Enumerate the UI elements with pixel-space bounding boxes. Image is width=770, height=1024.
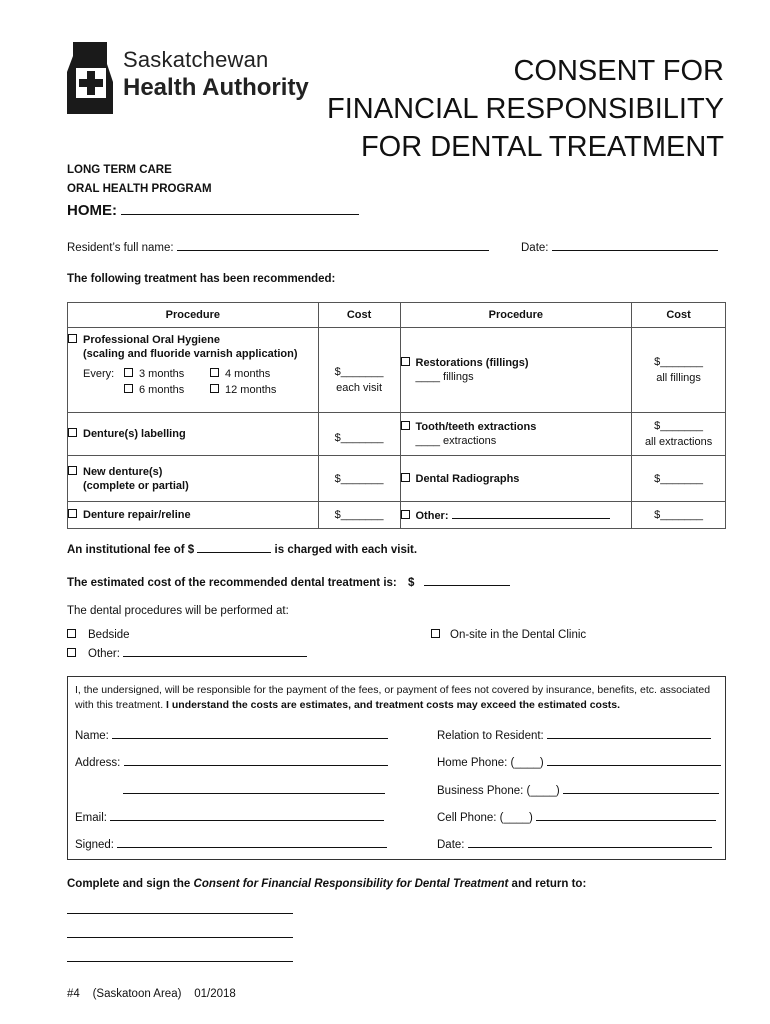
consent-text-part2: I understand the costs are estimates, and treatment costs may exceed the estimated costs. [166,699,621,711]
address-input-line1[interactable] [124,755,388,766]
resident-date-label: Date: [521,242,549,254]
extractions-cost[interactable]: $_______ [654,420,704,432]
other-procedure-checkbox[interactable] [401,510,410,519]
title-line3: FOR DENTAL TREATMENT [360,131,724,163]
restorations-sub: ____ fillings [415,371,474,383]
guarantor-name-field [75,728,388,742]
other-location-input[interactable] [123,646,307,657]
labelling-cost[interactable]: $_______ [318,413,400,456]
signed-field [75,837,387,851]
freq-3-months-checkbox[interactable] [124,368,133,377]
bedside-option[interactable] [67,629,130,641]
return-address-line1[interactable] [67,903,293,914]
return-address-line2[interactable] [67,927,293,938]
radiographs-title: Dental Radiographs [415,472,520,485]
extractions-cost-note: all extractions [644,436,713,448]
consent-text [75,683,720,713]
every-label: Every: [83,368,115,380]
email-field [75,810,384,824]
extractions-title: Tooth/teeth extractions [415,421,537,433]
freq-6-months: 6 months [139,384,185,396]
repair-title: Denture repair/reline [83,509,191,521]
hygiene-cost-note: each visit [336,382,382,394]
restorations-checkbox[interactable] [401,357,410,366]
home-phone-input[interactable] [547,755,721,766]
labelling-title: Denture(s) labelling [83,428,186,440]
resident-date-input[interactable] [552,240,718,251]
business-phone-input[interactable] [563,783,719,794]
bedside-checkbox[interactable] [67,629,76,638]
restorations-cost[interactable]: $_______ [654,356,704,368]
freq-6-months-checkbox[interactable] [124,384,133,393]
home-input-line[interactable] [121,204,359,215]
restorations-title: Restorations (fillings) [415,357,529,369]
return-prefix: Complete and sign the [67,878,191,890]
consent-date-label: Date: [437,839,465,851]
header-procedure-left: Procedure [68,303,319,328]
estimated-cost-label: The estimated cost of the recommended dental treatment is: [67,577,397,589]
other-location-checkbox[interactable] [67,648,76,657]
signed-input[interactable] [117,837,387,848]
freq-4-months: 4 months [225,368,271,380]
saskatchewan-logo-icon [67,42,113,114]
business-phone-label: Business Phone: (____) [437,785,560,797]
extractions-cost-cell [632,413,726,456]
home-label: HOME: [67,202,117,219]
business-phone-field [437,783,719,797]
title-line2: FINANCIAL RESPONSIBILITY [327,93,724,125]
cell-phone-input[interactable] [536,810,716,821]
estimated-cost-input[interactable] [424,575,510,586]
consent-date-field [437,837,712,851]
other-procedure-input[interactable] [452,509,610,519]
other-location-label: Other: [88,648,120,660]
onsite-checkbox[interactable] [431,629,440,638]
resident-name-field [67,240,489,254]
header-cost-left: Cost [318,303,400,328]
relation-input[interactable] [547,728,711,739]
guarantor-name-label: Name: [75,730,109,742]
restorations-cost-note: all fillings [656,372,701,384]
home-field [67,202,359,219]
new-denture-checkbox[interactable] [68,466,77,475]
document-title [327,52,724,166]
address-label: Address: [75,757,121,769]
extractions-checkbox[interactable] [401,421,410,430]
repair-cell [68,502,319,529]
signed-label: Signed: [75,839,115,851]
freq-4-months-checkbox[interactable] [210,368,219,377]
table-row [68,328,726,413]
home-phone-field [437,755,721,769]
consent-date-input[interactable] [468,837,712,848]
institutional-fee-input[interactable] [197,542,271,553]
cell-phone-field [437,810,716,824]
other-location-option[interactable] [67,646,307,660]
org-name-line2: Health Authority [123,74,309,101]
consent-box [67,676,726,860]
hygiene-sub: (scaling and fluoride varnish application) [83,348,298,360]
freq-12-months: 12 months [225,384,277,396]
institutional-fee-line [67,542,417,556]
table-row [68,413,726,456]
address-line2-field [123,783,385,797]
freq-3-months: 3 months [139,368,185,380]
restorations-cell [400,328,632,413]
program-line2: ORAL HEALTH PROGRAM [67,183,212,195]
resident-name-input[interactable] [177,240,489,251]
home-phone-label: Home Phone: (____) [437,757,544,769]
onsite-label: On-site in the Dental Clinic [450,629,587,641]
title-line1: CONSENT FOR [513,55,724,87]
extractions-sub: ____ extractions [415,435,497,447]
return-suffix: and return to: [511,878,587,890]
estimated-cost-line [67,575,510,589]
radiographs-cell [400,456,632,502]
new-denture-sub: (complete or partial) [83,479,189,492]
repair-cost[interactable]: $_______ [318,502,400,529]
relation-field [437,728,711,742]
procedure-table [67,302,726,529]
recommended-label: The following treatment has been recommended: [67,273,336,285]
return-address-line3[interactable] [67,951,293,962]
hygiene-cost[interactable]: $_______ [334,366,384,378]
org-name-line1: Saskatchewan [123,47,269,72]
return-instruction [67,878,586,890]
labelling-cell [68,413,319,456]
other-procedure-cost[interactable]: $_______ [632,502,726,529]
restorations-cost-cell [632,328,726,413]
extractions-cell [400,413,632,456]
email-input[interactable] [110,810,384,821]
header-cost-right: Cost [632,303,726,328]
radiographs-checkbox[interactable] [401,473,410,482]
table-row [68,456,726,502]
bedside-label: Bedside [88,629,130,641]
header-procedure-right: Procedure [400,303,632,328]
estimated-cost-dollar: $ [407,577,415,589]
onsite-option[interactable] [431,629,586,641]
other-procedure-title: Other: [415,509,449,522]
hygiene-checkbox[interactable] [68,334,77,343]
institutional-fee-prefix: An institutional fee of $ [67,544,195,556]
location-label: The dental procedures will be performed at: [67,605,289,617]
guarantor-name-input[interactable] [112,728,388,739]
labelling-checkbox[interactable] [68,428,77,437]
freq-12-months-checkbox[interactable] [210,384,219,393]
repair-checkbox[interactable] [68,509,77,518]
resident-date-field [521,240,718,254]
radiographs-cost[interactable]: $_______ [632,456,726,502]
table-header-row [68,303,726,328]
address-input-line2[interactable] [123,783,385,794]
new-denture-cell [68,456,319,502]
return-form-name: Consent for Financial Responsibility for Dental Treatment [193,878,509,890]
resident-name-label: Resident’s full name: [67,242,174,254]
footer-form-id: #4 (Saskatoon Area) 01/2018 [67,988,236,1000]
table-row [68,502,726,529]
consent-text-part1: I, the undersigned, will be responsible for the payment of the fees, or payment of fees not covered by insurance, benefits, etc. associated with this treatment. [75,684,711,711]
hygiene-title: Professional Oral Hygiene [83,334,220,346]
new-denture-title: New denture(s) [83,465,163,478]
email-label: Email: [75,812,107,824]
new-denture-cost[interactable]: $_______ [318,456,400,502]
other-procedure-cell [400,502,632,529]
hygiene-cell [68,328,319,413]
address-field [75,755,388,769]
relation-label: Relation to Resident: [437,730,544,742]
institutional-fee-suffix: is charged with each visit. [274,544,418,556]
cell-phone-label: Cell Phone: (____) [437,812,533,824]
program-line1: LONG TERM CARE [67,164,172,176]
hygiene-cost-cell [318,328,400,413]
